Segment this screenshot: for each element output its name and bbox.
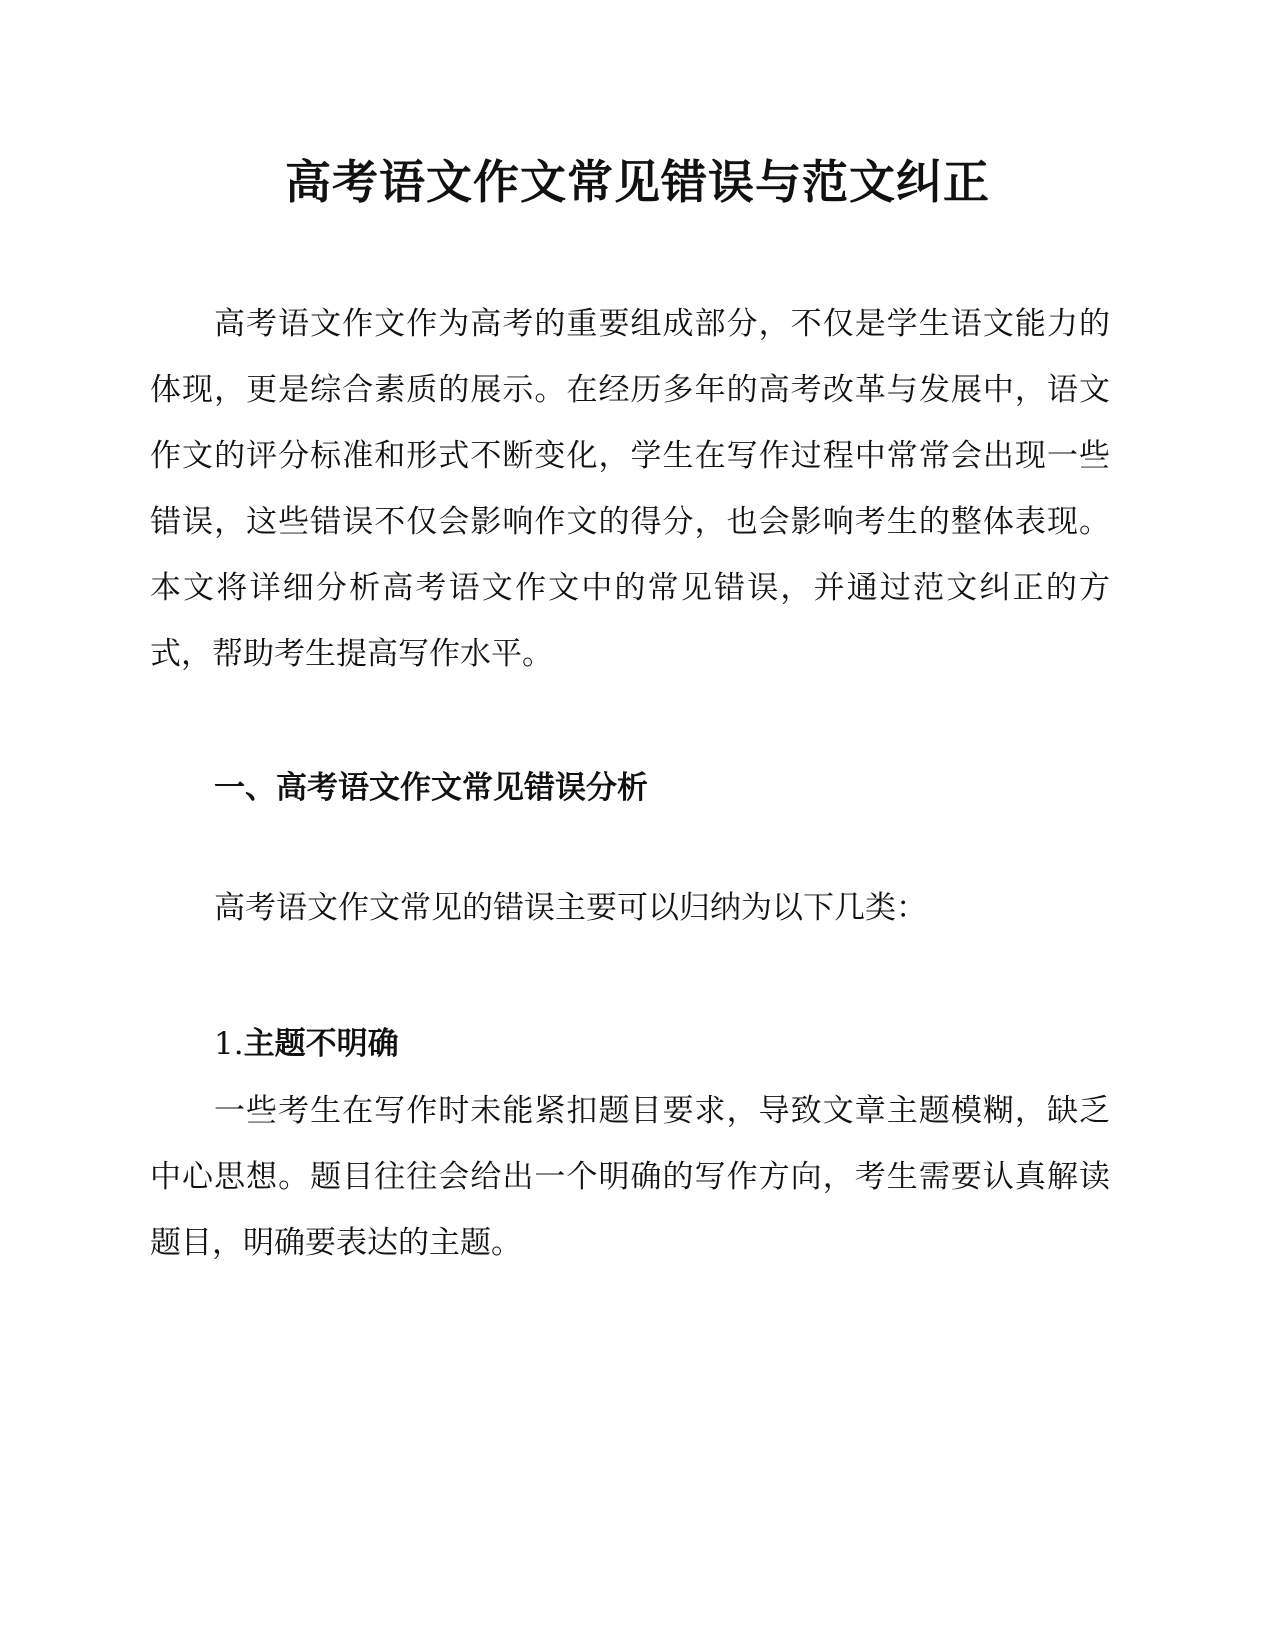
subsection-heading — [214, 1019, 1110, 1069]
subsection-number: 1. — [214, 1026, 244, 1062]
section-lead-paragraph: 高考语文作文常见的错误主要可以归纳为以下几类： — [214, 890, 927, 926]
subsection-body-paragraph: 一些考生在写作时未能紧扣题目要求，导致文章主题模糊，缺乏中心思想。题目往往会给出一个明确的写作方向，考生需要认真解读题目，明确要表达的主题。 — [150, 1093, 1110, 1261]
subsection-title: 主题不明确 — [243, 1026, 399, 1062]
document-title: 高考语文作文常见错误与范文纠正 — [285, 155, 990, 209]
section-heading: 一、高考语文作文常见错误分析 — [214, 770, 648, 806]
intro-paragraph: 高考语文作文作为高考的重要组成部分，不仅是学生语文能力的体现，更是综合素质的展示。在经历多年的高考改革与发展中，语文作文的评分标准和形式不断变化，学生在写作过程中常常会出现一些错误，这些错误不仅会影响作文的得分，也会影响考生的整体表现。本文将详细分析高考语文作文中的常见错误，并通过范文纠正的方式，帮助考生提高写作水平。 — [150, 306, 1110, 672]
